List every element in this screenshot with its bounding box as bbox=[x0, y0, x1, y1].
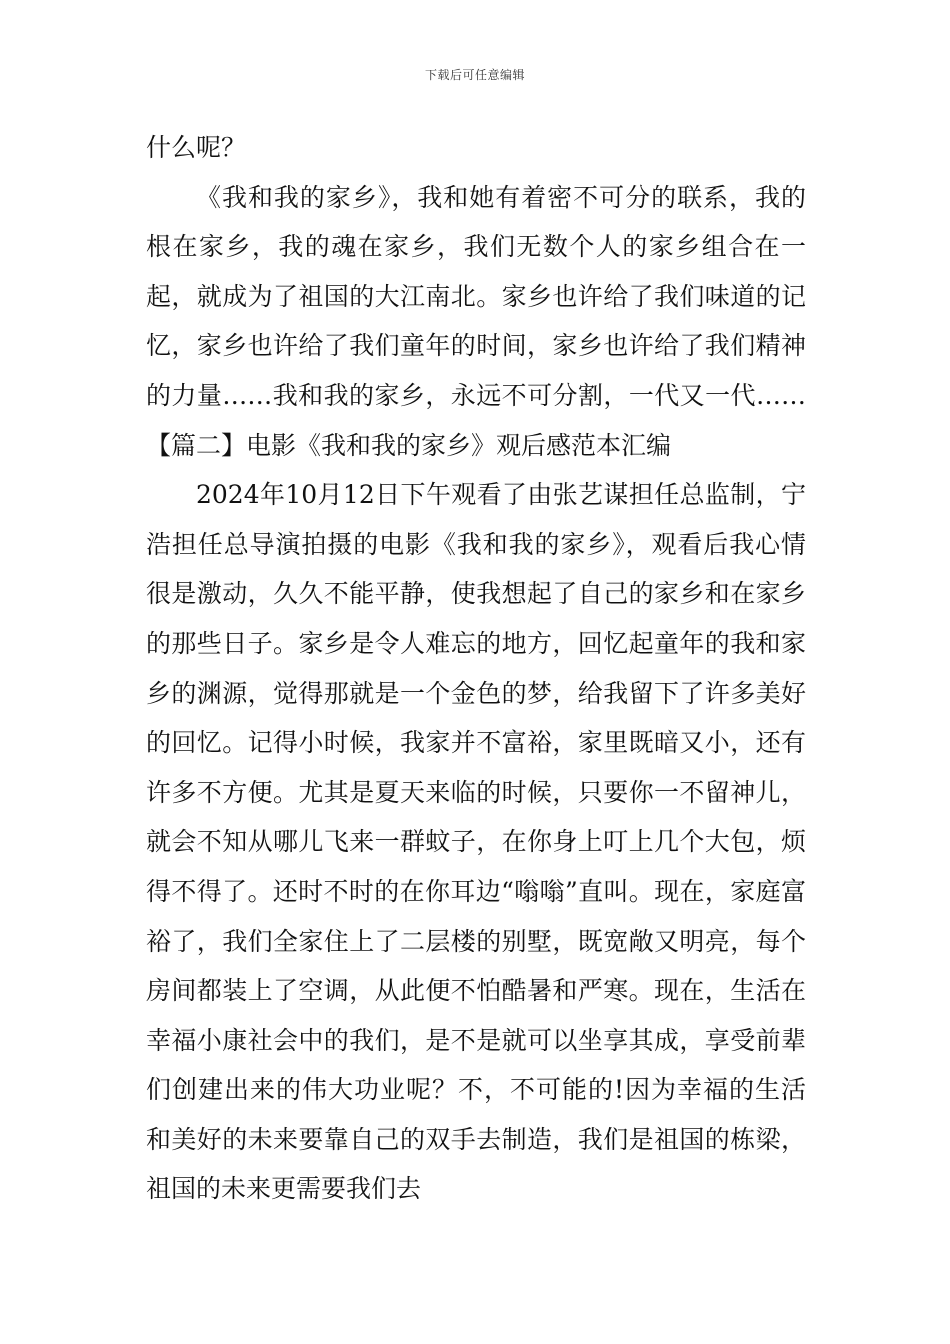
document-body bbox=[146, 123, 806, 1214]
paragraph-3: 2024年10月12日下午观看了由张艺谋担任总监制，宁浩担任总导演拍摄的电影《我和我的家乡》，观看后我心情很是激动，久久不能平静，使我想起了自己的家乡和在家乡的那些日子。家乡是令人难忘的地方，回忆起童年的我和家乡的渊源，觉得那就是一个金色的梦，给我留下了许多美好的回忆。记得小时候，我家并不富裕，家里既暗又小，还有许多不方便。尤其是夏天来临的时候，只要你一不留神儿，就会不知从哪儿飞来一群蚊子，在你身上叮上几个大包，烦得不得了。还时不时的在你耳边“嗡嗡”直叫。现在，家庭富裕了，我们全家住上了二层楼的别墅，既宽敞又明亮，每个房间都装上了空调，从此便不怕酷暑和严寒。现在，生活在幸福小康社会中的我们，是不是就可以坐享其成，享受前辈们创建出来的伟大功业呢？不，不可能的!因为幸福的生活和美好的未来要靠自己的双手去制造，我们是祖国的栋梁，祖国的未来更需要我们去 bbox=[146, 480, 806, 1204]
paragraph-1: 什么呢？ bbox=[146, 133, 247, 162]
paragraph-2: 《我和我的家乡》，我和她有着密不可分的联系，我的根在家乡，我的魂在家乡，我们无数个人的家乡组合在一起，就成为了祖国的大江南北。家乡也许给了我们味道的记忆，家乡也许给了我们童年的时间，家乡也许给了我们精神的力量……我和我的家乡，永远不可分割，一代又一代……【篇二】电影《我和我的家乡》观后感范本汇编 bbox=[146, 182, 806, 460]
page-header: 下载后可任意编辑 bbox=[424, 68, 525, 82]
